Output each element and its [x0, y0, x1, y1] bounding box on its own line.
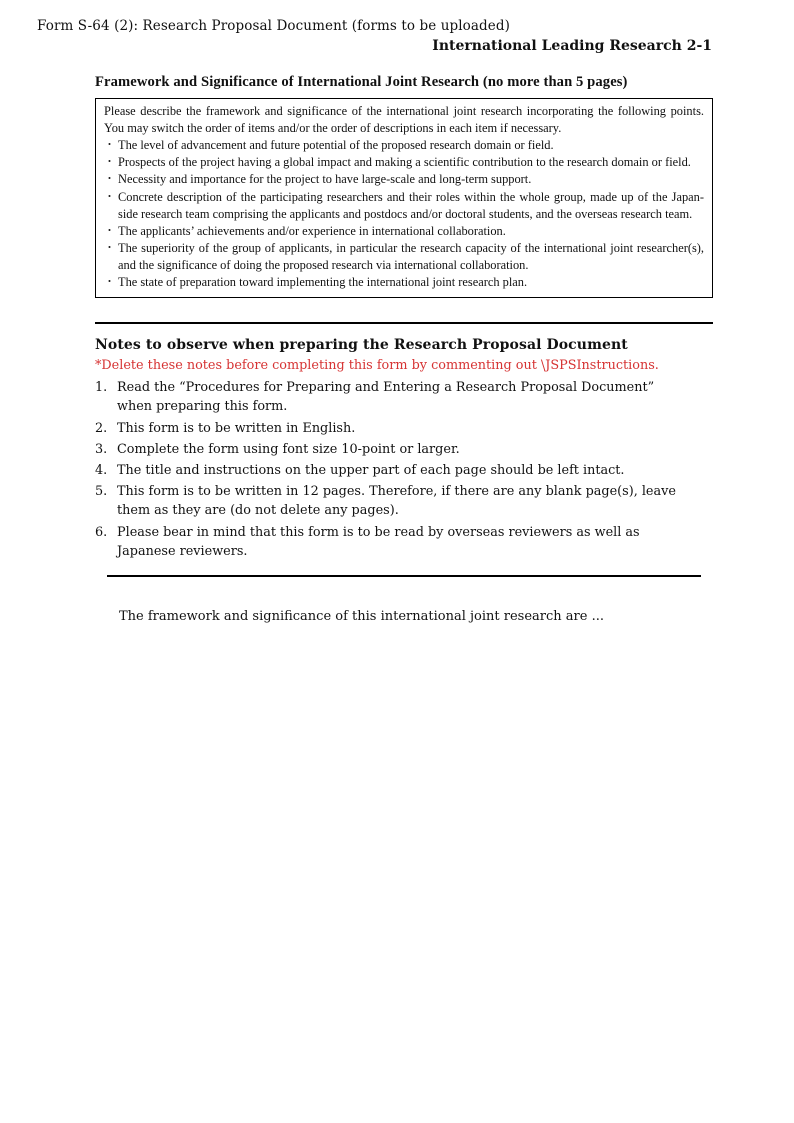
- list-item: [104, 171, 704, 188]
- list-item: [95, 482, 713, 520]
- instruction-box: [95, 98, 713, 298]
- note-number: 3.: [95, 441, 108, 457]
- instruction-point: Prospects of the project having a global impact and making a scientific contribution to the research domain or field.: [118, 155, 691, 170]
- list-item: [104, 274, 704, 291]
- list-item: [95, 419, 713, 438]
- list-item: [95, 461, 713, 480]
- divider: [95, 322, 713, 324]
- note-text: The title and instructions on the upper part of each page should be left intact.: [117, 462, 625, 478]
- bullet-icon: ・: [104, 156, 115, 169]
- list-item: [104, 137, 704, 154]
- notes-section: [95, 322, 713, 577]
- page-content: [95, 74, 713, 624]
- instruction-point: The level of advancement and future potential of the proposed research domain or field.: [118, 138, 554, 153]
- note-number: 5.: [95, 484, 108, 500]
- instruction-point: The applicants’ achievements and/or experience in international collaboration.: [118, 223, 506, 238]
- instruction-point: Necessity and importance for the project to have large-scale and long-term support.: [118, 172, 532, 187]
- instruction-point: The superiority of the group of applicants, in particular the research capacity of the international joint researcher(s), and the significance of doing the proposed research via international collaboration.: [118, 240, 704, 272]
- bullet-icon: ・: [104, 173, 115, 186]
- note-text: Read the “Procedures for Preparing and Entering a Research Proposal Document” when preparing this form.: [117, 380, 655, 415]
- bullet-icon: ・: [104, 241, 115, 254]
- list-item: [104, 223, 704, 240]
- bullet-icon: ・: [104, 190, 115, 203]
- list-item: [95, 378, 713, 416]
- program-title-header: International Leading Research 2-1: [432, 38, 712, 54]
- note-number: 1.: [95, 380, 108, 396]
- note-number: 6.: [95, 524, 108, 540]
- bullet-icon: ・: [104, 276, 115, 289]
- body-text: The framework and significance of this international joint research are ...: [119, 608, 604, 624]
- note-number: 2.: [95, 420, 108, 436]
- bullet-icon: ・: [104, 224, 115, 237]
- notes-warning: *Delete these notes before completing this form by commenting out \JSPSInstructions.: [95, 358, 659, 374]
- note-text: This form is to be written in English.: [117, 420, 356, 436]
- note-text: This form is to be written in 12 pages. Therefore, if there are any blank page(s), leave them as they are (do not delete any pages).: [117, 484, 676, 519]
- instruction-intro: Please describe the framework and significance of the international joint research incorporating the following points. You may switch the order of items and/or the order of descriptions in each item if necessary.: [104, 104, 704, 136]
- list-item: [104, 240, 704, 274]
- list-item: [95, 523, 713, 561]
- note-number: 4.: [95, 462, 108, 478]
- list-item: [104, 189, 704, 223]
- note-text: Complete the form using font size 10-point or larger.: [117, 441, 460, 457]
- note-text: Please bear in mind that this form is to be read by overseas reviewers as well as Japanese reviewers.: [117, 524, 640, 559]
- notes-title: Notes to observe when preparing the Research Proposal Document: [95, 337, 628, 354]
- form-id-header: Form S-64 (2): Research Proposal Document (forms to be uploaded): [37, 18, 510, 34]
- list-item: [104, 154, 704, 171]
- section-title: Framework and Significance of International Joint Research (no more than 5 pages): [95, 74, 628, 90]
- divider: [107, 575, 700, 577]
- list-item: [95, 440, 713, 459]
- instruction-point: The state of preparation toward implementing the international joint research plan.: [118, 275, 528, 290]
- notes-list: [95, 378, 713, 561]
- instruction-point: Concrete description of the participating researchers and their roles within the whole group, made up of the Japan-side research team comprising the applicants and postdocs and/or doctoral students, and the overseas research team.: [118, 189, 704, 221]
- bullet-icon: ・: [104, 139, 115, 152]
